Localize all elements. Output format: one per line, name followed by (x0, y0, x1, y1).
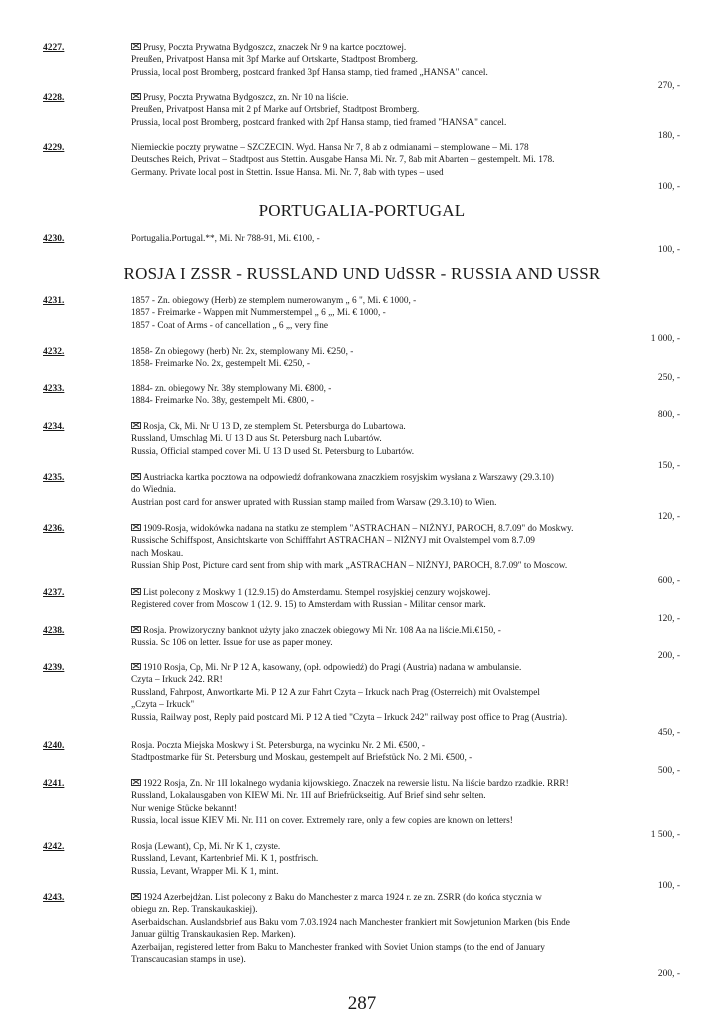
description-text: Prussia, local post Bromberg, postcard franked 3pf Hansa stamp, tied framed „HANSA" cancel. (131, 67, 488, 78)
description-line (131, 117, 631, 129)
lot-price: 200, - (657, 651, 680, 661)
description-line (131, 560, 631, 572)
description-line (131, 841, 631, 853)
description-text: Russische Schiffspost, Ansichtskarte von Schifffahrt ASTRACHAN – NIŻNYJ mit Ovalstempel vom 8.7.09 (131, 536, 535, 547)
description-line (131, 740, 631, 752)
description-line (131, 307, 631, 319)
lot-price: 1 500, - (650, 830, 680, 840)
description-line (131, 699, 631, 711)
lot-number: 4228. (43, 93, 65, 103)
description-text: Preußen, Privatpost Hansa mit 2 pf Marke auf Ortsbrief, Stadtpost Bromberg. (131, 105, 420, 116)
description-line (131, 54, 631, 66)
description-line (131, 929, 631, 941)
lot-description (131, 233, 631, 245)
description-text: do Wiednia. (131, 485, 176, 496)
envelope-icon (131, 93, 141, 100)
description-text: Russia, Levant, Wrapper Mi. K 1, mint. (131, 866, 279, 877)
description-line (131, 662, 631, 674)
description-text: Russia. Sc 106 on letter. Issue for use as paper money. (131, 638, 333, 649)
lot-price: 600, - (657, 576, 680, 586)
description-line (131, 92, 631, 104)
description-text: Russia, Railway post, Reply paid postcard Mi. P 12 A tied "Czyta – Irkuck 242" railway post office to Prag (Austria). (131, 712, 568, 723)
lot-description (131, 346, 631, 371)
lot-number: 4237. (43, 588, 65, 598)
description-text: Rosja. Prowizoryczny banknot użyty jako znaczek obiegowy Mi Nr. 108 Aa na liście.Mi.€150, - (143, 626, 501, 636)
description-text: 1884- zn. obiegowy Nr. 38y stemplowany Mi. €800, - (131, 384, 332, 394)
envelope-icon (131, 663, 141, 670)
lot-number: 4229. (43, 143, 65, 153)
lot-number: 4242. (43, 842, 65, 852)
description-text: Prusy, Poczta Prywatna Bydgoszcz, znaczek Nr 9 na kartce pocztowej. (143, 43, 407, 53)
lot-description (131, 662, 631, 724)
lot-number: 4232. (43, 347, 65, 357)
lot-number: 4230. (43, 234, 65, 244)
description-line (131, 815, 631, 827)
description-line (131, 752, 631, 764)
description-text: Czyta – Irkuck 242. RR! (131, 675, 223, 686)
description-text: List polecony z Moskwy 1 (12.9.15) do Amsterdamu. Stempel rosyjskiej cenzury wojskowej. (143, 588, 491, 598)
lot-description (131, 625, 631, 650)
lot-price: 100, - (657, 881, 680, 891)
description-line (131, 395, 631, 407)
description-text: Russia, local issue KIEV Mi. Nr. I11 on cover. Extremely rare, only a few copies are known on letters! (131, 816, 513, 827)
description-line (131, 599, 631, 611)
lot-price: 100, - (657, 245, 680, 255)
description-text: Januar gültig Transkaukasien Rep. Marken). (131, 930, 296, 941)
lot-price: 200, - (657, 969, 680, 979)
description-text: Rosja. Poczta Miejska Moskwy i St. Petersburga, na wycinku Nr. 2 Mi. €500, - (131, 741, 425, 751)
lot-description (131, 778, 631, 828)
description-text: Russland, Lokalausgaben von KIEW Mi. Nr. 1II auf Briefrückseitig. Auf Brief sind sehr selten. (131, 791, 486, 802)
lot-price: 500, - (657, 766, 680, 776)
page-number: 287 (347, 993, 377, 1014)
description-line (131, 358, 631, 370)
envelope-icon (131, 524, 141, 531)
lot-number: 4231. (43, 296, 65, 306)
description-line (131, 674, 631, 686)
lot-number: 4240. (43, 741, 65, 751)
description-line (131, 687, 631, 699)
description-line (131, 433, 631, 445)
envelope-icon (131, 473, 141, 480)
lot-number: 4243. (43, 893, 65, 903)
lot-price: 100, - (657, 182, 680, 192)
lot-description (131, 472, 631, 509)
description-line (131, 497, 631, 509)
description-text: nach Moskau. (131, 548, 184, 559)
description-text: 1909-Rosja, widokówka nadana na statku ze stemplem "ASTRACHAN – NIŻNYJ, PAROCH, 8.7.09" do Moskwy. (143, 524, 574, 534)
lot-description (131, 587, 631, 612)
description-line (131, 790, 631, 802)
description-text: 1910 Rosja, Cp, Mi. Nr P 12 A, kasowany, (opł. odpowiedź) do Pragi (Austria) nadana w ambulansie. (143, 663, 522, 673)
envelope-icon (131, 626, 141, 633)
lot-number: 4227. (43, 43, 65, 53)
description-line (131, 295, 631, 307)
envelope-icon (131, 779, 141, 786)
description-text: Austriacka kartka pocztowa na odpowiedź dofrankowana znaczkiem rosyjskim wysłana z Warszawy (29.3.10) (143, 473, 554, 483)
description-text: 1857 - Freimarke - Wappen mit Nummerstempel „ 6 „, Mi. € 1000, - (131, 308, 386, 319)
description-line (131, 866, 631, 878)
lot-number: 4239. (43, 663, 65, 673)
lot-description (131, 841, 631, 878)
lot-description (131, 383, 631, 408)
lot-price: 1 000, - (650, 334, 680, 344)
description-line (131, 42, 631, 54)
description-text: Russia, Official stamped cover Mi. U 13 D used St. Petersburg to Lubartów. (131, 446, 415, 457)
description-line (131, 587, 631, 599)
lot-description (131, 92, 631, 129)
description-line (131, 917, 631, 929)
lot-price: 450, - (657, 728, 680, 738)
lot-number: 4241. (43, 779, 65, 789)
description-line (131, 712, 631, 724)
description-line (131, 104, 631, 116)
description-line (131, 803, 631, 815)
description-text: 1858- Zn obiegowy (herb) Nr. 2x, stemplowany Mi. €250, - (131, 347, 354, 357)
description-line (131, 484, 631, 496)
description-line (131, 535, 631, 547)
description-text: Aserbaidschan. Auslandsbrief aus Baku vom 7.03.1924 nach Manchester frankiert mit Sowjetunion Marken (bis Ende (131, 917, 570, 928)
lot-description (131, 295, 631, 332)
description-text: 1924 Azerbejdżan. List polecony z Baku do Manchester z marca 1924 r. ze zn. ZSRR (do końca stycznia w (143, 893, 542, 903)
description-line (131, 421, 631, 433)
description-text: Transcaucasian stamps in use). (131, 955, 246, 966)
description-text: Prusy, Poczta Prywatna Bydgoszcz, zn. Nr 10 na liście. (143, 93, 349, 103)
description-text: Russland, Fahrpost, Anwortkarte Mi. P 12 A zur Fahrt Czyta – Irkuck nach Prag (Osterreich) mit Ovalstempel (131, 687, 540, 698)
description-text: Austrian post card for answer uprated with Russian stamp mailed from Warsaw (29.3.10) to Wien. (131, 497, 497, 508)
description-text: Rosja (Lewant), Cp, Mi. Nr K 1, czyste. (131, 842, 281, 852)
lot-description (131, 523, 631, 573)
description-line (131, 523, 631, 535)
description-line (131, 383, 631, 395)
lot-price: 180, - (657, 131, 680, 141)
description-text: Preußen, Privatpost Hansa mit 3pf Marke auf Ortskarte, Stadtpost Bromberg. (131, 55, 418, 66)
envelope-icon (131, 588, 141, 595)
description-line (131, 548, 631, 560)
description-text: „Czyta – Irkuck" (131, 700, 195, 711)
description-line (131, 637, 631, 649)
description-text: 1922 Rosja, Zn. Nr 1II lokalnego wydania kijowskiego. Znaczek na rewersie listu. Na liście bardzo rzadkie. RRR! (143, 779, 569, 789)
lot-description (131, 421, 631, 458)
description-line (131, 346, 631, 358)
lot-description (131, 892, 631, 966)
description-text: Portugalia.Portugal.**, Mi. Nr 788-91, Mi. €100, - (131, 234, 320, 244)
description-line (131, 167, 631, 179)
description-text: Germany. Private local post in Stettin. Issue Hansa. Mi. Nr. 7, 8ab with types – used (131, 167, 444, 178)
lot-number: 4238. (43, 626, 65, 636)
description-line (131, 625, 631, 637)
description-text: Registered cover from Moscow 1 (12. 9. 15) to Amsterdam with Russian - Militar censor mark. (131, 600, 486, 611)
description-line (131, 954, 631, 966)
description-text: Azerbaijan, registered letter from Baku to Manchester franked with Soviet Union stamps (to the end of January (131, 942, 545, 953)
description-text: Russland, Levant, Kartenbrief Mi. K 1, postfrisch. (131, 854, 319, 865)
description-text: 1884- Freimarke No. 38y, gestempelt Mi. €800, - (131, 396, 314, 407)
description-text: 1857 - Zn. obiegowy (Herb) ze stemplem numerowanym „ 6 ", Mi. € 1000, - (131, 296, 417, 306)
lot-price: 800, - (657, 410, 680, 420)
description-text: Nur wenige Stücke bekannt! (131, 803, 238, 814)
lot-price: 120, - (657, 512, 680, 522)
description-text: 1858- Freimarke No. 2x, gestempelt Mi. €250, - (131, 359, 310, 370)
envelope-icon (131, 893, 141, 900)
section-title-portugal: PORTUGALIA-PORTUGAL (258, 201, 466, 220)
description-line (131, 472, 631, 484)
lot-number: 4235. (43, 473, 65, 483)
envelope-icon (131, 422, 141, 429)
lot-price: 120, - (657, 614, 680, 624)
description-text: 1857 - Coat of Arms - of cancellation „ 6 „, very fine (131, 320, 328, 331)
lot-number: 4233. (43, 384, 65, 394)
lot-price: 250, - (657, 373, 680, 383)
lot-number: 4236. (43, 524, 65, 534)
description-line (131, 446, 631, 458)
description-line (131, 853, 631, 865)
description-line (131, 942, 631, 954)
lot-description (131, 740, 631, 765)
description-text: Rosja, Ck, Mi. Nr U 13 D, ze stemplem St. Petersburga do Lubartowa. (143, 422, 406, 432)
description-line (131, 67, 631, 79)
description-text: Deutsches Reich, Privat – Stadtpost aus Stettin. Ausgabe Hansa Mi. Nr. 7, 8ab mit Abarten – gestempelt. Mi. 178. (131, 155, 555, 166)
description-line (131, 320, 631, 332)
envelope-icon (131, 43, 141, 50)
description-text: Niemieckie poczty prywatne – SZCZECIN. Wyd. Hansa Nr 7, 8 ab z odmianami – stemplowane – Mi. 178 (131, 143, 529, 153)
description-line (131, 904, 631, 916)
description-text: Russian Ship Post, Picture card sent from ship with mark „ASTRACHAN – NIŻNYJ, PAROCH, 8.7.09" to Moscow. (131, 561, 568, 572)
lot-description (131, 142, 631, 179)
description-line (131, 233, 631, 245)
lot-description (131, 42, 631, 79)
description-line (131, 778, 631, 790)
lot-price: 270, - (657, 81, 680, 91)
lot-price: 150, - (657, 461, 680, 471)
description-text: Stadtpostmarke für St. Petersburg und Moskau, gestempelt auf Briefstück No. 2 Mi. €500, - (131, 753, 473, 764)
description-line (131, 142, 631, 154)
description-text: Prussia, local post Bromberg, postcard franked with 2pf Hansa stamp, tied framed "HANSA" cancel. (131, 117, 507, 128)
lot-number: 4234. (43, 422, 65, 432)
section-title-russia: ROSJA I ZSSR - RUSSLAND UND UdSSR - RUSSIA AND USSR (123, 264, 601, 283)
description-line (131, 892, 631, 904)
description-text: Russland, Umschlag Mi. U 13 D aus St. Petersburg nach Lubartów. (131, 434, 382, 445)
description-text: obiegu zn. Rep. Transkaukaskiej). (131, 905, 258, 916)
description-line (131, 154, 631, 166)
